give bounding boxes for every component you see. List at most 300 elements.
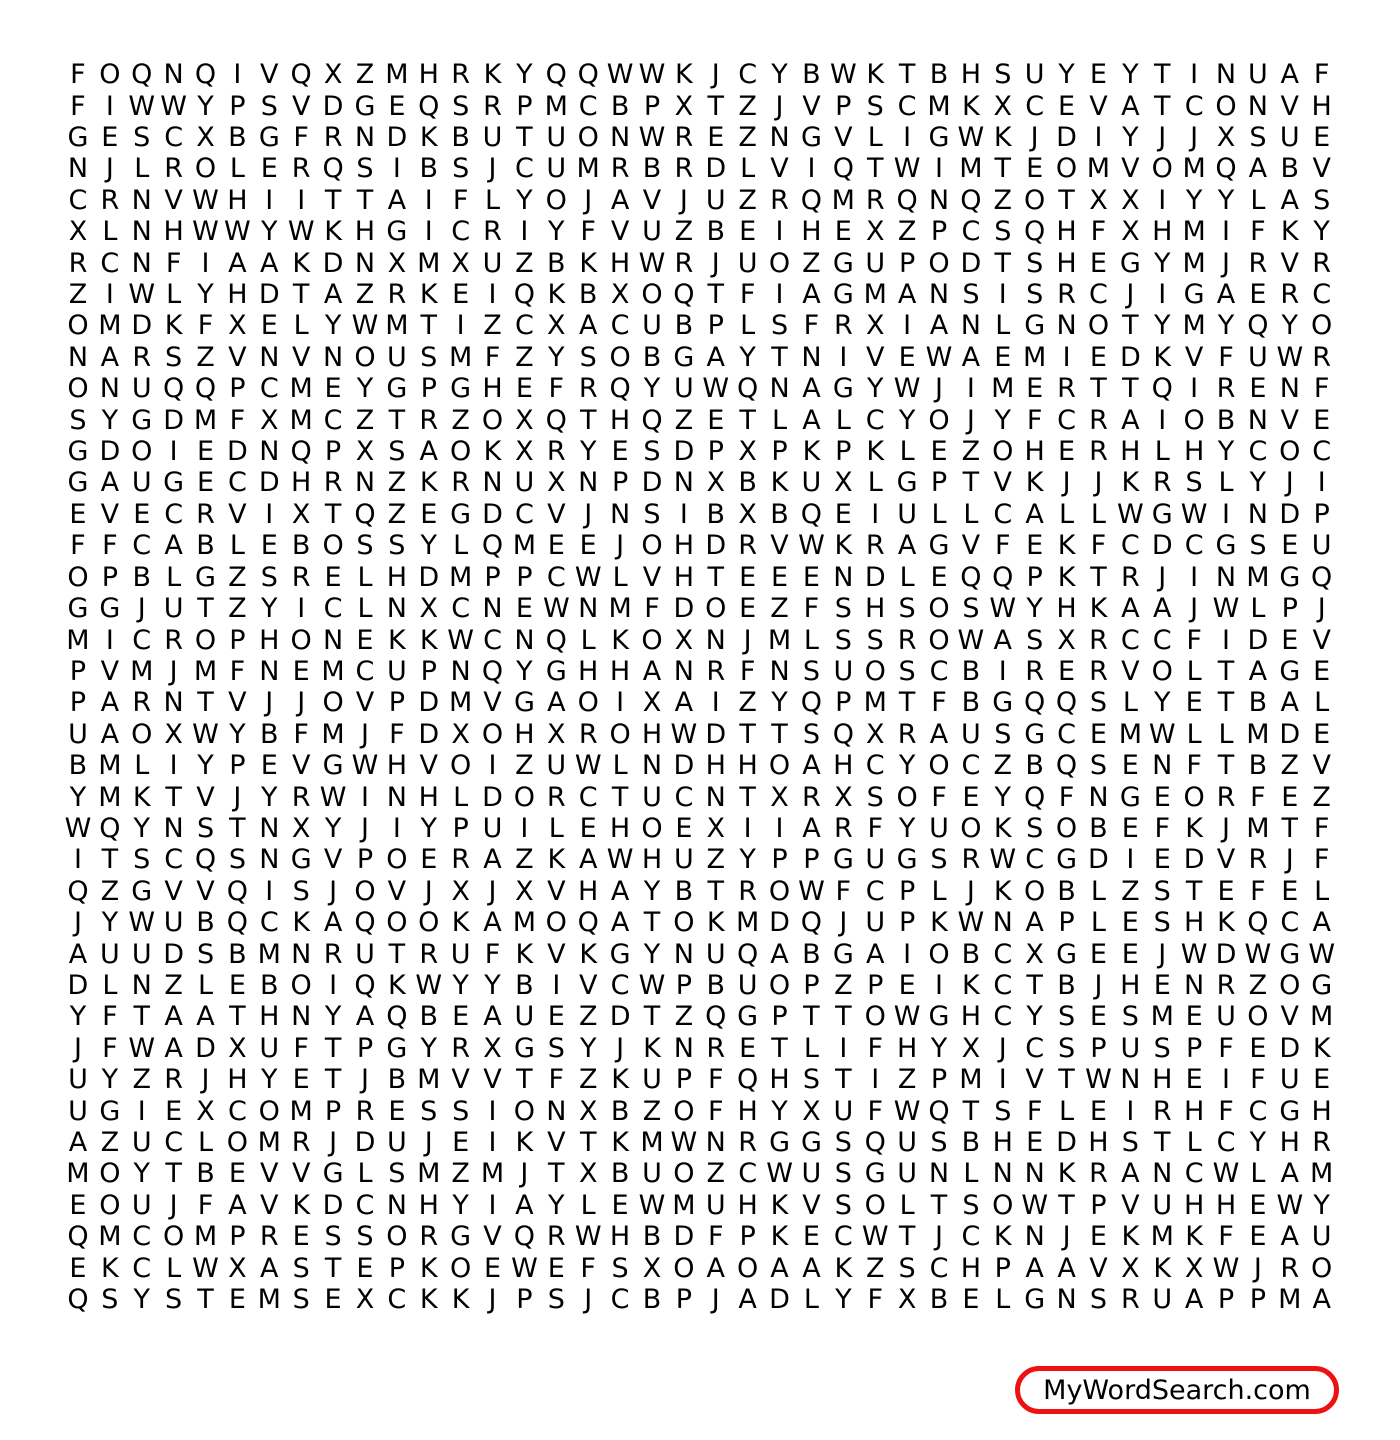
grid-letter: D: [609, 1001, 631, 1033]
grid-letter: L: [1090, 875, 1106, 907]
grid-letter: T: [165, 1158, 182, 1190]
grid-letter: T: [579, 404, 597, 436]
grid-letter: L: [1250, 593, 1266, 625]
grid-letter: R: [738, 875, 758, 907]
grid-row: [62, 781, 1338, 812]
grid-letter: I: [456, 310, 465, 342]
grid-letter: W: [351, 310, 379, 342]
grid-letter: K: [834, 530, 853, 562]
grid-letter: Z: [451, 1158, 470, 1190]
grid-letter: N: [1056, 1284, 1077, 1316]
grid-letter: X: [1121, 216, 1140, 248]
grid-letter: G: [800, 1127, 822, 1159]
grid-letter: Y: [1153, 247, 1171, 279]
grid-letter: W: [638, 59, 666, 91]
grid-letter: T: [1026, 969, 1043, 1001]
grid-letter: C: [897, 90, 917, 122]
grid-letter: X: [1121, 1252, 1140, 1284]
grid-letter: Q: [800, 907, 823, 939]
grid-letter: M: [608, 593, 632, 625]
grid-letter: E: [834, 498, 852, 530]
grid-letter: S: [388, 436, 406, 468]
grid-letter: R: [578, 373, 598, 405]
grid-letter: A: [802, 1252, 821, 1284]
grid-letter: U: [833, 655, 854, 687]
grid-letter: B: [738, 467, 757, 499]
grid-letter: G: [928, 530, 950, 562]
grid-letter: Y: [1217, 310, 1235, 342]
grid-letter: L: [931, 875, 947, 907]
grid-letter: P: [356, 1032, 374, 1064]
grid-letter: X: [1025, 938, 1044, 970]
grid-letter: R: [1312, 1127, 1332, 1159]
grid-letter: L: [229, 530, 245, 562]
mywordsearch-logo[interactable]: [1015, 1366, 1339, 1414]
grid-letter: N: [705, 781, 726, 813]
grid-letter: W: [1021, 1189, 1049, 1221]
grid-row: [62, 467, 1338, 498]
grid-letter: E: [292, 1064, 310, 1096]
grid-letter: E: [101, 122, 119, 154]
grid-letter: M: [927, 90, 951, 122]
grid-letter: C: [929, 1252, 949, 1284]
grid-letter: O: [864, 655, 886, 687]
grid-letter: O: [545, 184, 567, 216]
grid-letter: D: [769, 907, 790, 939]
grid-letter: U: [642, 1064, 662, 1096]
grid-letter: N: [1056, 310, 1077, 342]
grid-letter: E: [579, 812, 597, 844]
grid-letter: E: [898, 969, 916, 1001]
grid-letter: M: [98, 781, 122, 813]
grid-letter: A: [323, 907, 343, 939]
grid-letter: T: [1153, 90, 1171, 122]
grid-row: [62, 907, 1338, 938]
grid-letter: K: [962, 90, 980, 122]
grid-letter: Y: [1153, 687, 1171, 719]
grid-letter: K: [993, 812, 1012, 844]
grid-letter: I: [998, 279, 1007, 311]
grid-row: [62, 1252, 1338, 1283]
grid-letter: B: [387, 1064, 407, 1096]
grid-letter: N: [131, 247, 152, 279]
grid-letter: K: [1089, 593, 1108, 625]
grid-letter: J: [1062, 467, 1071, 499]
grid-letter: L: [995, 310, 1011, 342]
grid-letter: S: [962, 279, 980, 311]
grid-letter: J: [935, 1221, 943, 1253]
grid-letter: V: [1312, 153, 1331, 185]
grid-letter: L: [1059, 1095, 1075, 1127]
grid-letter: T: [643, 907, 661, 939]
word-search-grid: [62, 59, 1338, 1315]
grid-letter: D: [673, 1221, 695, 1253]
grid-letter: X: [738, 498, 757, 530]
grid-letter: J: [935, 373, 943, 405]
grid-letter: O: [705, 593, 727, 625]
grid-letter: S: [292, 1252, 310, 1284]
grid-letter: Z: [515, 341, 534, 373]
grid-letter: A: [355, 1001, 375, 1033]
grid-letter: W: [192, 184, 219, 216]
grid-letter: Y: [898, 404, 916, 436]
grid-letter: M: [193, 1221, 218, 1253]
grid-letter: I: [169, 750, 178, 782]
grid-letter: A: [1312, 907, 1331, 939]
grid-row: [62, 813, 1338, 844]
grid-letter: N: [354, 247, 376, 279]
grid-letter: Q: [513, 279, 536, 311]
grid-letter: O: [1183, 781, 1205, 813]
grid-letter: Y: [771, 1095, 788, 1127]
grid-letter: M: [448, 341, 473, 373]
grid-letter: T: [643, 1001, 661, 1033]
grid-letter: W: [606, 844, 634, 876]
grid-letter: Q: [99, 812, 121, 844]
grid-letter: T: [1217, 655, 1235, 687]
grid-letter: U: [131, 467, 152, 499]
grid-letter: D: [258, 467, 280, 499]
grid-letter: X: [451, 875, 470, 907]
grid-letter: R: [164, 153, 183, 185]
grid-letter: Y: [643, 875, 661, 907]
grid-letter: E: [1121, 812, 1139, 844]
grid-letter: O: [737, 1252, 759, 1284]
grid-letter: T: [420, 310, 437, 342]
grid-letter: M: [98, 1221, 122, 1253]
grid-letter: H: [1183, 1095, 1205, 1127]
grid-letter: M: [321, 718, 345, 750]
grid-letter: A: [260, 247, 279, 279]
grid-letter: Q: [194, 844, 217, 876]
grid-letter: B: [929, 59, 949, 91]
grid-letter: E: [1089, 247, 1107, 279]
grid-letter: I: [1158, 279, 1167, 311]
grid-letter: B: [929, 1284, 949, 1316]
grid-letter: N: [960, 310, 981, 342]
grid-letter: I: [1190, 561, 1199, 593]
grid-letter: J: [584, 184, 593, 216]
grid-letter: M: [1278, 1284, 1302, 1316]
grid-letter: Z: [387, 467, 407, 499]
grid-letter: I: [137, 1095, 146, 1127]
grid-letter: A: [1216, 279, 1236, 311]
grid-letter: Q: [545, 624, 567, 656]
grid-letter: D: [418, 561, 440, 593]
grid-letter: Z: [100, 1127, 120, 1159]
grid-letter: W: [319, 781, 347, 813]
grid-letter: X: [515, 875, 534, 907]
grid-letter: V: [260, 59, 279, 91]
grid-letter: W: [670, 1127, 698, 1159]
grid-letter: N: [609, 498, 631, 530]
grid-letter: M: [448, 561, 473, 593]
grid-letter: U: [131, 1127, 152, 1159]
grid-letter: P: [1249, 1284, 1267, 1316]
grid-letter: Y: [261, 216, 278, 248]
grid-letter: Y: [197, 750, 214, 782]
grid-letter: K: [515, 1127, 534, 1159]
grid-letter: V: [260, 1158, 279, 1190]
grid-letter: Z: [674, 404, 694, 436]
grid-letter: M: [417, 1064, 441, 1096]
grid-letter: K: [1185, 812, 1203, 844]
grid-letter: P: [69, 687, 87, 719]
grid-letter: O: [450, 750, 472, 782]
grid-letter: D: [195, 1032, 216, 1064]
grid-letter: N: [291, 1001, 312, 1033]
grid-letter: V: [100, 655, 120, 687]
grid-letter: D: [163, 404, 185, 436]
grid-letter: I: [297, 593, 306, 625]
grid-letter: M: [959, 1064, 983, 1096]
grid-letter: A: [674, 687, 694, 719]
grid-letter: J: [616, 1032, 625, 1064]
grid-letter: O: [641, 279, 663, 311]
grid-letter: G: [609, 938, 631, 970]
grid-letter: G: [67, 593, 89, 625]
grid-letter: K: [1025, 467, 1044, 499]
grid-letter: C: [993, 498, 1013, 530]
grid-letter: J: [966, 404, 975, 436]
grid-letter: P: [771, 436, 788, 468]
grid-letter: K: [770, 1221, 789, 1253]
grid-letter: M: [1310, 1001, 1334, 1033]
grid-letter: E: [547, 1252, 565, 1284]
grid-letter: K: [1057, 530, 1076, 562]
grid-letter: Q: [960, 184, 982, 216]
grid-letter: I: [839, 1032, 848, 1064]
grid-letter: X: [260, 404, 279, 436]
grid-letter: A: [802, 750, 821, 782]
grid-letter: H: [960, 1001, 982, 1033]
grid-letter: S: [962, 593, 980, 625]
grid-letter: W: [511, 1252, 538, 1284]
grid-letter: V: [1089, 90, 1108, 122]
grid-letter: N: [705, 624, 726, 656]
grid-letter: V: [483, 1221, 502, 1253]
grid-letter: R: [164, 624, 183, 656]
grid-letter: E: [1153, 781, 1171, 813]
grid-letter: R: [483, 216, 502, 248]
grid-letter: L: [134, 153, 150, 185]
grid-letter: I: [743, 812, 752, 844]
grid-letter: J: [329, 1127, 338, 1159]
grid-letter: H: [833, 750, 854, 782]
grid-letter: Y: [579, 1032, 597, 1064]
grid-letter: P: [1217, 1284, 1235, 1316]
grid-letter: O: [67, 373, 89, 405]
grid-letter: O: [928, 247, 950, 279]
grid-letter: F: [70, 59, 86, 91]
grid-letter: M: [257, 1284, 281, 1316]
grid-letter: X: [515, 436, 534, 468]
grid-letter: S: [388, 530, 406, 562]
grid-letter: P: [69, 655, 87, 687]
grid-letter: E: [324, 1284, 342, 1316]
grid-letter: Y: [643, 373, 661, 405]
grid-letter: K: [419, 1252, 438, 1284]
grid-letter: U: [131, 1189, 152, 1221]
grid-letter: H: [1183, 436, 1205, 468]
grid-letter: I: [1222, 498, 1230, 530]
grid-letter: C: [164, 498, 184, 530]
grid-letter: M: [672, 1189, 696, 1221]
grid-letter: I: [488, 279, 497, 311]
grid-letter: C: [1152, 624, 1172, 656]
grid-letter: K: [706, 907, 725, 939]
grid-letter: T: [1058, 1189, 1075, 1221]
grid-letter: Q: [1024, 781, 1046, 813]
grid-letter: E: [611, 436, 629, 468]
grid-letter: X: [323, 59, 343, 91]
grid-letter: Z: [355, 59, 375, 91]
grid-letter: L: [1090, 498, 1106, 530]
grid-letter: B: [451, 122, 470, 154]
grid-letter: N: [131, 969, 152, 1001]
grid-letter: J: [1190, 122, 1199, 154]
grid-letter: T: [133, 1001, 150, 1033]
grid-letter: C: [1248, 1095, 1268, 1127]
grid-letter: O: [864, 1001, 886, 1033]
grid-letter: G: [1119, 781, 1141, 813]
grid-letter: D: [673, 593, 695, 625]
grid-letter: X: [961, 1032, 981, 1064]
grid-letter: O: [673, 907, 695, 939]
grid-letter: U: [68, 718, 88, 750]
grid-letter: Z: [228, 593, 247, 625]
grid-letter: K: [930, 907, 948, 939]
grid-letter: O: [354, 875, 376, 907]
grid-letter: G: [769, 1127, 790, 1159]
grid-letter: H: [1152, 1064, 1173, 1096]
grid-letter: F: [484, 341, 501, 373]
grid-letter: S: [1057, 1001, 1076, 1033]
grid-letter: U: [737, 247, 758, 279]
grid-letter: W: [893, 1001, 921, 1033]
grid-letter: C: [355, 1189, 375, 1221]
grid-letter: E: [1281, 875, 1299, 907]
grid-letter: E: [1121, 907, 1139, 939]
grid-row: [62, 844, 1338, 875]
grid-letter: T: [356, 184, 374, 216]
grid-letter: J: [711, 1284, 720, 1316]
grid-letter: F: [867, 1032, 883, 1064]
grid-letter: V: [993, 467, 1013, 499]
grid-letter: Q: [1215, 153, 1237, 185]
grid-letter: D: [354, 1127, 376, 1159]
grid-letter: F: [197, 1189, 214, 1221]
grid-letter: I: [488, 1189, 497, 1221]
grid-letter: Z: [1121, 875, 1140, 907]
grid-letter: C: [1089, 279, 1108, 311]
grid-letter: U: [865, 907, 886, 939]
grid-letter: J: [839, 907, 848, 939]
grid-letter: P: [643, 90, 661, 122]
grid-letter: A: [100, 341, 120, 373]
grid-letter: C: [1312, 436, 1332, 468]
grid-letter: L: [931, 498, 947, 530]
grid-letter: J: [297, 687, 306, 719]
grid-letter: Q: [67, 1284, 89, 1316]
grid-letter: J: [1062, 1221, 1071, 1253]
grid-letter: T: [771, 718, 788, 750]
grid-letter: F: [707, 1095, 724, 1127]
grid-letter: V: [802, 90, 821, 122]
grid-letter: I: [807, 153, 816, 185]
grid-letter: T: [548, 1158, 565, 1190]
grid-letter: W: [574, 1221, 602, 1253]
grid-letter: Y: [452, 969, 469, 1001]
grid-letter: S: [452, 153, 470, 185]
grid-letter: E: [1249, 1032, 1267, 1064]
grid-letter: D: [673, 436, 695, 468]
grid-letter: H: [259, 624, 280, 656]
grid-letter: H: [291, 467, 312, 499]
grid-letter: S: [611, 1252, 629, 1284]
grid-letter: B: [961, 687, 981, 719]
grid-letter: F: [1250, 875, 1266, 907]
grid-letter: T: [707, 561, 724, 593]
grid-letter: L: [1186, 718, 1202, 750]
grid-letter: O: [99, 59, 121, 91]
grid-letter: X: [642, 687, 662, 719]
grid-letter: J: [616, 530, 625, 562]
grid-letter: Y: [101, 1064, 119, 1096]
grid-letter: G: [290, 844, 312, 876]
grid-letter: L: [963, 498, 979, 530]
grid-letter: L: [803, 1032, 819, 1064]
grid-letter: O: [673, 1158, 695, 1190]
grid-row: [62, 593, 1338, 624]
grid-letter: E: [388, 1095, 406, 1127]
grid-letter: E: [1313, 718, 1331, 750]
grid-letter: E: [1313, 122, 1331, 154]
grid-letter: F: [1218, 341, 1234, 373]
grid-letter: G: [1311, 969, 1333, 1001]
grid-letter: J: [1094, 969, 1103, 1001]
grid-letter: Y: [1058, 59, 1075, 91]
grid-letter: U: [482, 812, 503, 844]
grid-letter: V: [291, 1158, 311, 1190]
grid-letter: X: [610, 279, 630, 311]
grid-letter: E: [1249, 373, 1267, 405]
grid-letter: K: [611, 1127, 629, 1159]
grid-letter: W: [192, 1252, 219, 1284]
grid-letter: D: [99, 436, 121, 468]
grid-letter: J: [1158, 561, 1167, 593]
grid-letter: S: [1313, 184, 1331, 216]
grid-letter: I: [1158, 404, 1167, 436]
grid-letter: M: [66, 1158, 90, 1190]
grid-letter: R: [1280, 1252, 1300, 1284]
grid-letter: J: [1158, 122, 1167, 154]
grid-letter: D: [864, 561, 886, 593]
grid-letter: E: [388, 90, 406, 122]
grid-letter: P: [930, 216, 948, 248]
grid-letter: Q: [481, 655, 504, 687]
grid-letter: W: [192, 718, 219, 750]
grid-letter: S: [420, 1095, 438, 1127]
grid-letter: R: [355, 1095, 375, 1127]
grid-letter: T: [898, 687, 916, 719]
grid-letter: R: [610, 153, 630, 185]
grid-letter: U: [546, 750, 567, 782]
grid-letter: O: [1151, 655, 1173, 687]
grid-letter: V: [291, 90, 311, 122]
grid-letter: C: [1025, 844, 1045, 876]
grid-letter: Y: [133, 1284, 150, 1316]
